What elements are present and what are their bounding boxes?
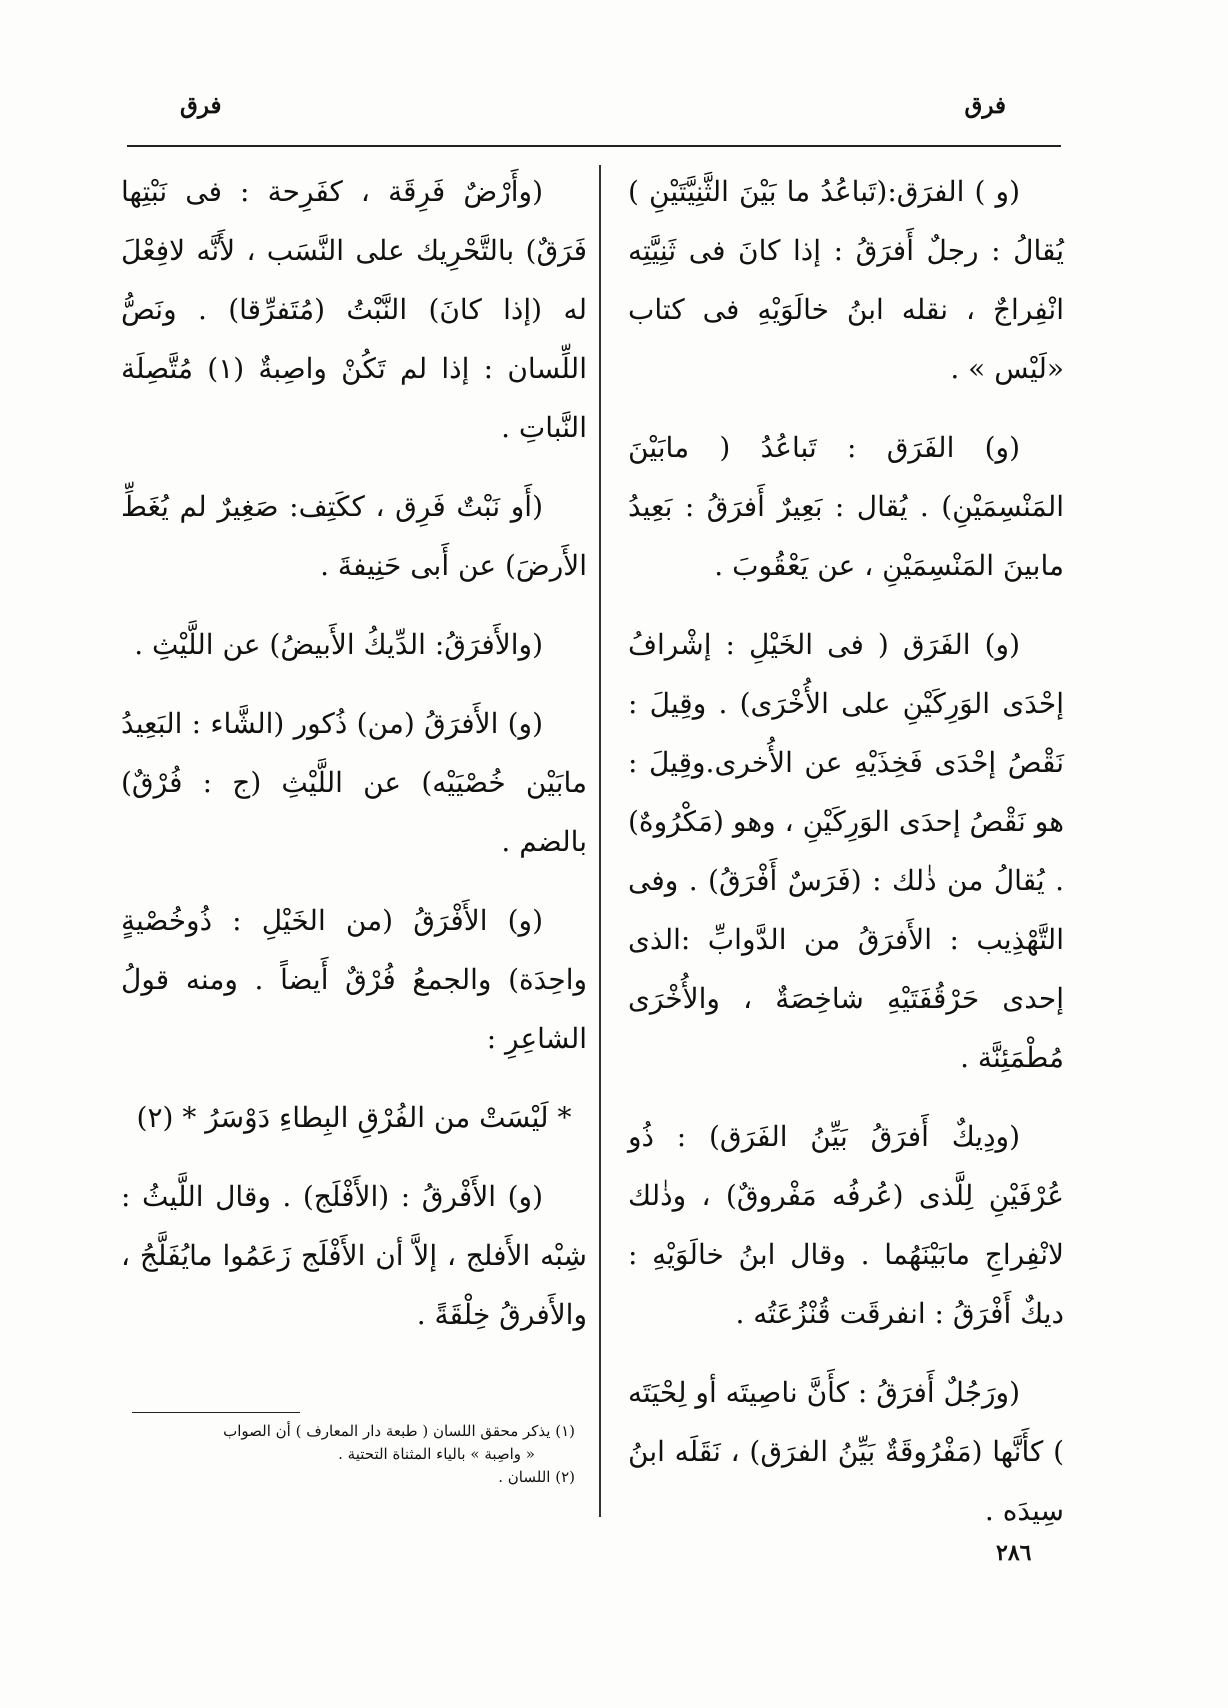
entry-paragraph: (والأَفرَقُ: الدِّيكُ الأَبيضُ) عن اللَّيْثِ . xyxy=(134,628,543,661)
footnotes xyxy=(133,1420,575,1489)
entry-paragraph: (و) الفَرَق ( فى الخَيْلِ : إشْرافُ إحْدَى الوَرِكَيْنِ على الأُخْرَى) . وقِيلَ : نَقْصُ إحْدَى فَخِذَيْهِ عن الأُخرى.وقِيلَ : هو نَقْصُ إحدَى الوَرِكَيْنِ ، وهو (مَكْرُوهٌ) . يُقالُ من ذٰلك : (فَرَسٌ أَفْرَقُ) . وفى التَّهْذِيب : الأَفرَقُ من الدَّوابِّ :الذى إحدى حَرْقُفَتَيْهِ شاخِصَةٌ ، والأُخْرَى مُطْمَئِنَّة . xyxy=(628,628,1064,1074)
entry-paragraph: (و ) الفرَق:(تَباعُدُ ما بَيْنَ الثَّنِيَّتَيْنِ ) يُقالُ : رجلٌ أَفرَقُ : إذا كانَ فى ثَنِيَّتِه انْفِراجٌ ، نقله ابنُ خالَوَيْهِ فى كتاب «لَيْس » . xyxy=(628,175,1064,385)
entry-paragraph: (ودِيكٌ أَفرَقُ بَيِّنُ الفَرَق) : ذُو عُرْفَيْنِ لِلَّذى (عُرفُه مَفْروقٌ) ، وذٰلك لانْفِراجِ مابَيْنَهُما . وقال ابنُ خالَوَيْهِ : ديكٌ أَفْرَقُ : انفرقَت قُنْزُعَتُه . xyxy=(628,1120,1064,1330)
poetry-verse: * لَيْسَتْ من الفُرْقِ البِطاءِ دَوْسَرُ * (٢) xyxy=(136,1101,572,1134)
footnote-rule xyxy=(132,1412,300,1413)
running-header-right: فرق xyxy=(964,92,1006,119)
entry-paragraph: (و) الأَفرَقُ (من) ذُكور (الشَّاء : البَعِيدُ مابَيْن خُصْيَيْه) عن اللَّيْثِ (ج : فُرْقٌ) بالضم . xyxy=(121,707,587,858)
header-rule xyxy=(127,145,1061,147)
entry-paragraph: (و) الفَرَق : تَباعُدُ ( مابَيْنَ المَنْسِمَيْنِ) . يُقال : بَعِيرٌ أَفرَقُ : بَعِيدُ مابينَ المَنْسِمَيْنِ ، عن يَعْقُوبَ . xyxy=(628,431,1064,582)
footnote-2: (٢) اللسان . xyxy=(498,1468,575,1486)
entry-paragraph: (وأَرْضٌ فَرِقَة ، كفَرِحة : فى نَبْتِها فَرَقٌ) بالتَّحْرِيك على النَّسَب ، لأَنَّه لافِعْلَ له (إذا كانَ) النَّبْتُ (مُتَفرِّقا) . ونَصُّ اللِّسان : إذا لم تَكُنْ واصِبةٌ (١) مُتَّصِلَة النَّباتِ . xyxy=(121,175,587,444)
entry-paragraph: (أَو نَبْتٌ فَرِق ، ككَتِف: صَغِيرٌ لم يُغَطِّ الأَرضَ) عن أَبى حَنِيفةَ . xyxy=(121,490,587,582)
page-number: ٢٨٦ xyxy=(996,1540,1032,1566)
entry-paragraph: (و) الأَفْرقُ : (الأَفْلَج) . وقال اللَّيثُ : شِبْه الأَفلج ، إلاَّ أن الأَفْلَج زَعَمُوا مايُفَلَّجُ ، والأَفرقُ خِلْقَةً . xyxy=(121,1180,587,1331)
running-header-left: فرق xyxy=(180,92,222,119)
entry-paragraph: (و) الأَفْرَقُ (من الخَيْلِ : ذُوخُصْيةٍ واحِدَة) والجمعُ فُرْقٌ أَيضاً . ومنه قولُ الشاعِرِ : xyxy=(121,904,587,1055)
footnote-1-line-1: (١) يذكر محقق اللسان ( طبعة دار المعارف ) أن الصواب xyxy=(223,1422,575,1440)
column-divider xyxy=(599,165,601,1517)
entry-paragraph: (ورَجُلٌ أَفرَقُ : كأَنَّ ناصِيتَه أو لِحْيَتَه ) كأَنَّها (مَفْرُوقَةٌ بَيِّنُ الفرَق) ، نَقَلَه ابنُ سِيدَه . xyxy=(628,1376,1064,1527)
right-column xyxy=(628,162,1064,1560)
left-column xyxy=(121,162,587,1364)
footnote-1-line-2: « واصِبة » بالياء المثناة التحتية . xyxy=(338,1445,535,1463)
